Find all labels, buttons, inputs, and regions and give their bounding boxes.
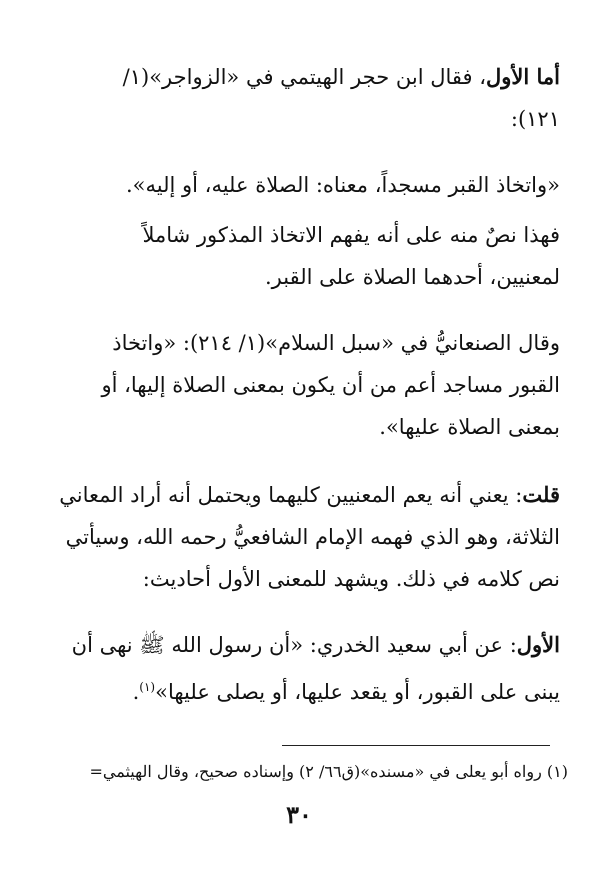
paragraph-1-line-1	[26, 56, 560, 98]
footnote-separator	[282, 745, 550, 746]
footnote: (١) رواه أبو يعلى في «مسنده»(ق٦٦/ ٢) وإسناده صحيح، وقال الهيثمي=	[89, 762, 568, 781]
paragraph-6-line-2-end: .	[132, 680, 140, 704]
paragraph-5-line-1-text: : يعني أنه يعم المعنيين كليهما ويحتمل أنه أراد المعاني	[59, 483, 523, 507]
paragraph-5	[26, 474, 560, 600]
paragraph-6	[26, 624, 560, 708]
paragraph-4-line-3: بمعنى الصلاة عليها».	[379, 415, 560, 439]
paragraph-4-line-2: القبور مساجد أعم من أن يكون بمعنى الصلاة إليها، أو	[101, 373, 560, 397]
paragraph-3-line-1: فهذا نصٌ منه على أنه يفهم الاتخاذ المذكور شاملاً	[142, 223, 560, 247]
paragraph-5-line-1	[26, 474, 560, 516]
paragraph-6-line-1	[26, 624, 560, 666]
paragraph-1-line-2: ١٢١):	[510, 107, 560, 131]
paragraph-3-line-2: لمعنيين، أحدهما الصلاة على القبر.	[264, 265, 560, 289]
heading-qultu: قلت	[522, 482, 560, 507]
paragraph-1	[26, 56, 560, 140]
paragraph-5-line-3: نص كلامه في ذلك. ويشهد للمعنى الأول أحاديث:	[142, 567, 560, 591]
heading-first-hadith: الأول	[516, 632, 560, 657]
paragraph-3	[26, 214, 560, 298]
heading-first: أما الأول	[485, 64, 560, 89]
paragraph-4-line-1: وقال الصنعانيُّ في «سبل السلام»(١/ ٢١٤): «واتخاذ	[112, 331, 560, 355]
paragraph-2-line-1: «واتخاذ القبر مسجداً، معناه: الصلاة عليه، أو إليه».	[125, 173, 560, 197]
footnote-marker[interactable]: (١)	[139, 680, 156, 694]
page-number: ٣٠	[286, 800, 312, 829]
paragraph-6-line-1-text: : عن أبي سعيد الخدري: «أن رسول الله ﷺ نهى أن	[71, 633, 517, 657]
paragraph-6-line-2	[26, 666, 560, 708]
paragraph-2	[26, 164, 560, 206]
paragraph-5-line-2: الثلاثة، وهو الذي فهمه الإمام الشافعيُّ رحمه الله، وسيأتي	[65, 525, 560, 549]
paragraph-6-line-2-text: يبنى على القبور، أو يقعد عليها، أو يصلى عليها»	[155, 680, 560, 704]
paragraph-1-line-1-text: ، فقال ابن حجر الهيتمي في «الزواجر»(١/	[122, 65, 486, 89]
paragraph-4	[26, 322, 560, 448]
